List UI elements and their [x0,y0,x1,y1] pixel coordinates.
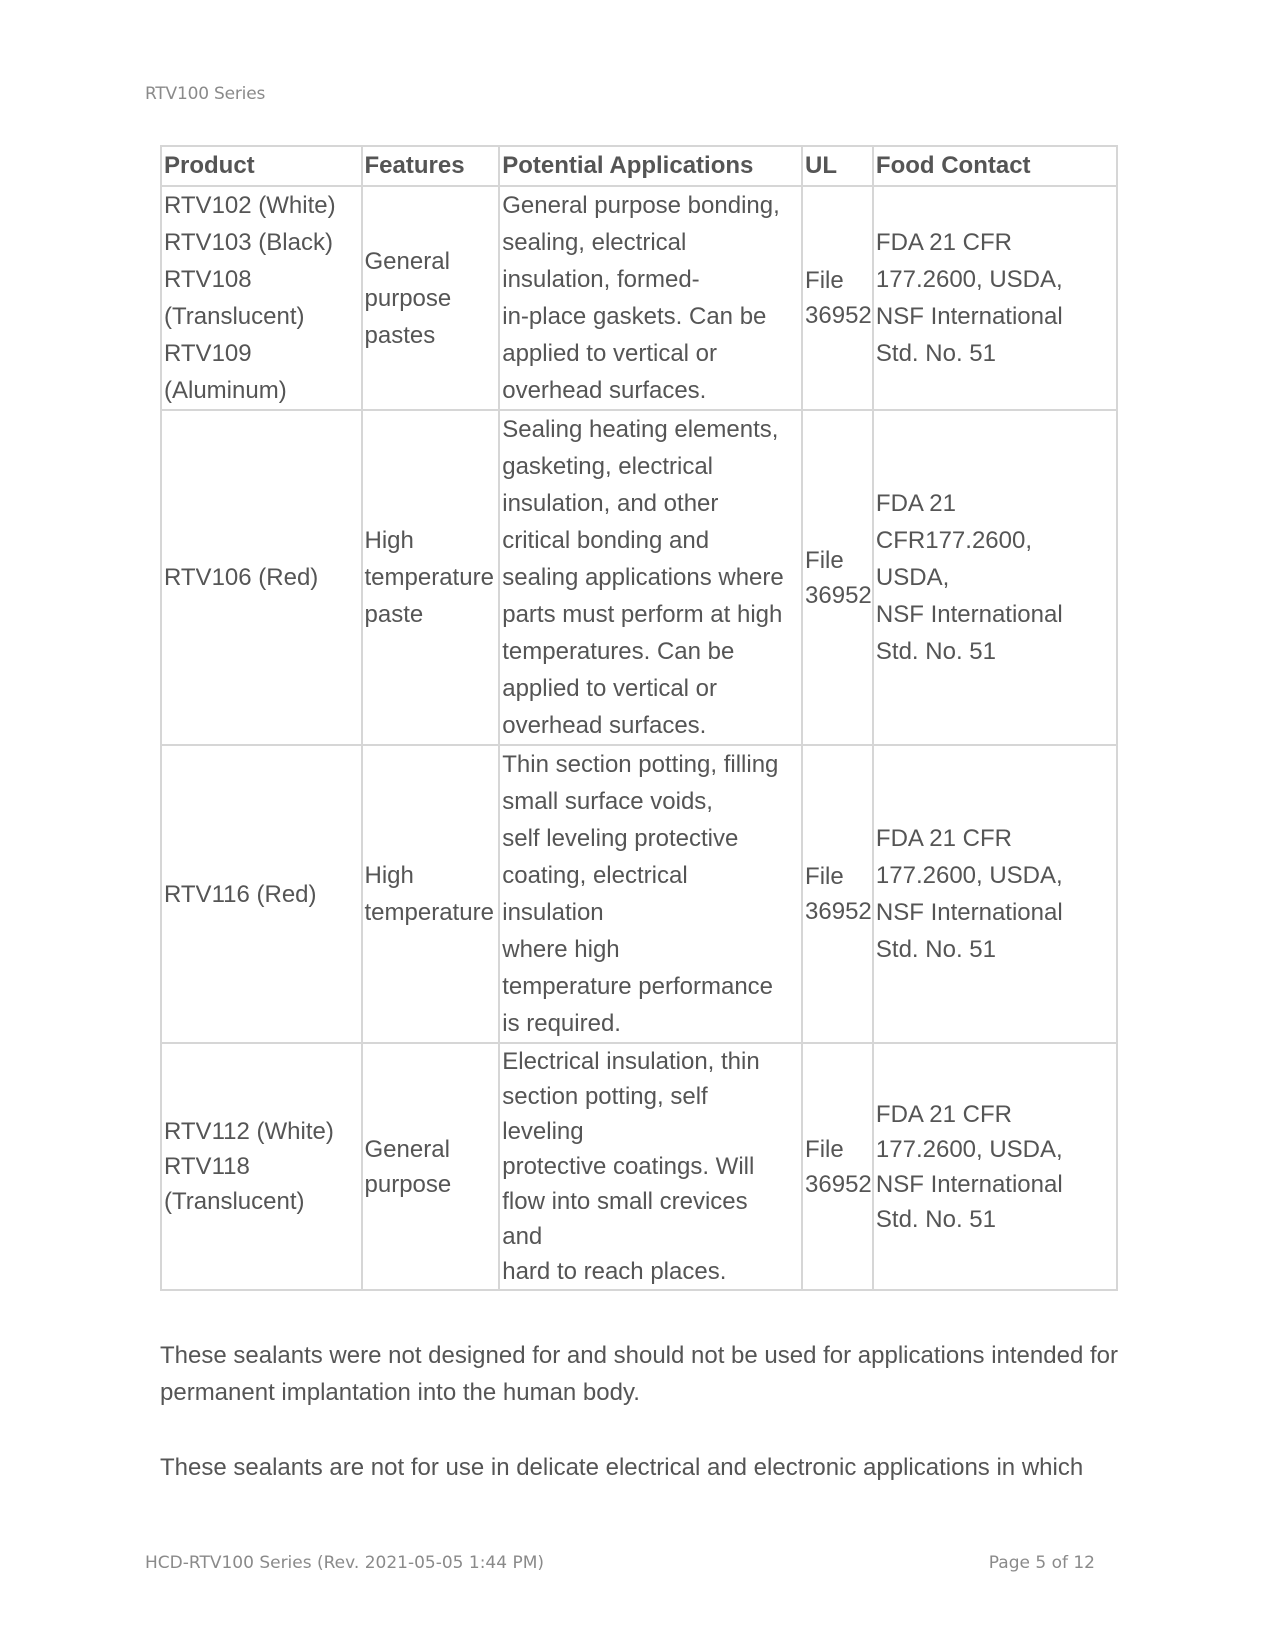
column-header-features: Features [362,146,500,186]
cell-product: RTV116 (Red) [161,745,362,1043]
table-header-row [161,146,1117,186]
cell-applications: Electrical insulation, thin section potting, self leveling protective coatings. Will flow into small crevices and hard to reach places. [499,1043,802,1290]
footer-document-id: HCD-RTV100 Series (Rev. 2021-05-05 1:44 PM) [145,1553,545,1573]
cell-features: General purpose [362,1043,500,1290]
cell-features: High temperature [362,745,500,1043]
cell-product: RTV112 (White) RTV118 (Translucent) [161,1043,362,1290]
cell-food-contact: FDA 21 CFR177.2600, USDA, NSF International Std. No. 51 [873,410,1117,745]
column-header-food-contact: Food Contact [873,146,1117,186]
footer-page-number: Page 5 of 12 [988,1553,1095,1573]
cell-food-contact: FDA 21 CFR 177.2600, USDA, NSF International Std. No. 51 [873,745,1117,1043]
table-row [161,1043,1117,1290]
cell-food-contact: FDA 21 CFR 177.2600, USDA, NSF International Std. No. 51 [873,1043,1117,1290]
electronics-warning: These sealants are not for use in delicate electrical and electronic applications in which [160,1454,1084,1481]
cell-applications: Sealing heating elements, gasketing, electrical insulation, and other critical bonding and sealing applications where parts must perform at high temperatures. Can be applied to vertical or overhead surfaces. [499,410,802,745]
product-spec-table [160,145,1118,1291]
cell-ul: File 36952 [802,745,873,1043]
cell-food-contact: FDA 21 CFR 177.2600, USDA, NSF International Std. No. 51 [873,186,1117,410]
column-header-product: Product [161,146,362,186]
cell-features: General purpose pastes [362,186,500,410]
cell-applications: General purpose bonding, sealing, electrical insulation, formed- in-place gaskets. Can be applied to vertical or overhead surfaces. [499,186,802,410]
running-header: RTV100 Series [145,84,266,104]
table-row [161,745,1117,1043]
implantation-warning: These sealants were not designed for and should not be used for applications intended for permanent implantation into the human body. [160,1342,1118,1406]
cell-ul: File 36952 [802,1043,873,1290]
cell-product: RTV102 (White) RTV103 (Black) RTV108 (Translucent) RTV109 (Aluminum) [161,186,362,410]
table-row [161,186,1117,410]
cell-ul: File 36952 [802,186,873,410]
column-header-applications: Potential Applications [499,146,802,186]
cell-features: High temperature paste [362,410,500,745]
cell-ul: File 36952 [802,410,873,745]
cell-applications: Thin section potting, filling small surface voids, self leveling protective coating, electrical insulation where high temperature performance is required. [499,745,802,1043]
cell-product: RTV106 (Red) [161,410,362,745]
table-row [161,410,1117,745]
column-header-ul: UL [802,146,873,186]
